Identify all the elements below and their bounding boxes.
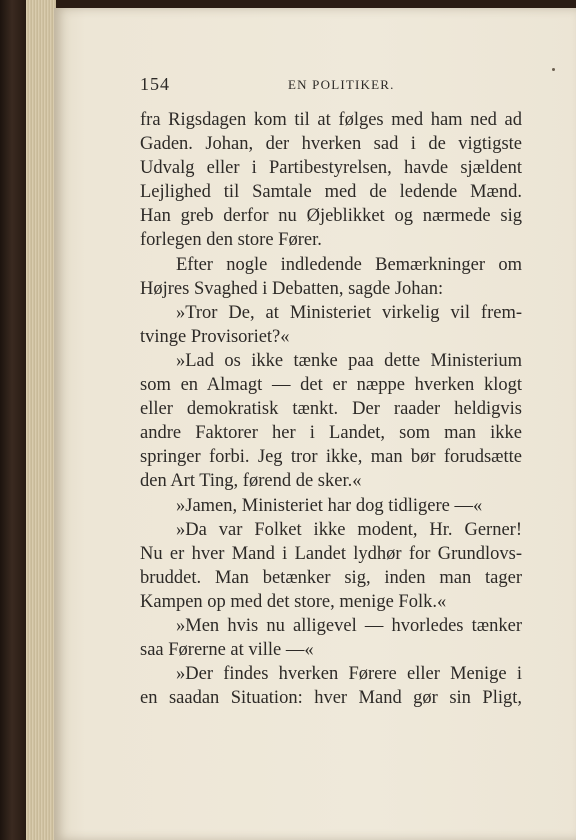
- text-line: tvinge Provisoriet?«: [140, 326, 290, 347]
- text-line: Nu er hver Mand i Landet lydhør for Grundlovs-: [140, 543, 522, 564]
- paper-speck: [552, 68, 555, 71]
- text-line: andre Faktorer her i Landet, som man ikke: [140, 423, 522, 444]
- text-line: »Lad os ikke tænke paa dette Ministerium: [176, 350, 522, 371]
- text-line: Efter nogle indledende Bemærkninger om: [176, 254, 522, 275]
- text-line: Udvalg eller i Partibestyrelsen, havde sjældent: [140, 158, 522, 179]
- text-line: »Men hvis nu alligevel — hvorledes tænker: [176, 615, 522, 636]
- page-header: [140, 74, 520, 96]
- text-line: en saadan Situation: hver Mand gør sin Pligt,: [140, 688, 522, 709]
- text-line: »Tror De, at Ministeriet virkelig vil frem-: [176, 302, 522, 323]
- text-line: Gaden. Johan, der hverken sad i de vigtigste: [140, 134, 522, 155]
- text-line: Højres Svaghed i Debatten, sagde Johan:: [140, 278, 444, 299]
- text-line: forlegen den store Fører.: [140, 230, 322, 251]
- text-line: »Da var Folket ikke modent, Hr. Gerner!: [176, 519, 522, 540]
- page-edges: [26, 0, 56, 840]
- text-line: »Jamen, Ministeriet har dog tidligere —«: [176, 495, 483, 516]
- text-line: Kampen op med det store, menige Folk.«: [140, 591, 447, 612]
- page-number: 154: [140, 74, 170, 94]
- text-line: fra Rigsdagen kom til at følges med ham ned ad: [140, 110, 522, 130]
- text-line: den Art Ting, førend de sker.«: [140, 471, 362, 492]
- text-line: springer forbi. Jeg tror ikke, man bør forudsætte: [140, 447, 522, 468]
- text-line: bruddet. Man betænker sig, inden man tager: [140, 567, 522, 588]
- text-line: som en Almagt — det er næppe hverken klogt: [140, 375, 522, 396]
- text-line: Han greb derfor nu Øjeblikket og nærmede sig: [140, 206, 522, 227]
- text-line: saa Førerne at ville —«: [140, 640, 314, 661]
- text-line: eller demokratisk tænkt. Der raader heldigvis: [140, 399, 522, 420]
- text-line: Lejlighed til Samtale med de ledende Mænd.: [140, 182, 522, 203]
- body-text: [140, 108, 522, 710]
- running-title: EN POLITIKER.: [288, 77, 395, 92]
- text-line: »Der findes hverken Førere eller Menige i: [176, 664, 522, 685]
